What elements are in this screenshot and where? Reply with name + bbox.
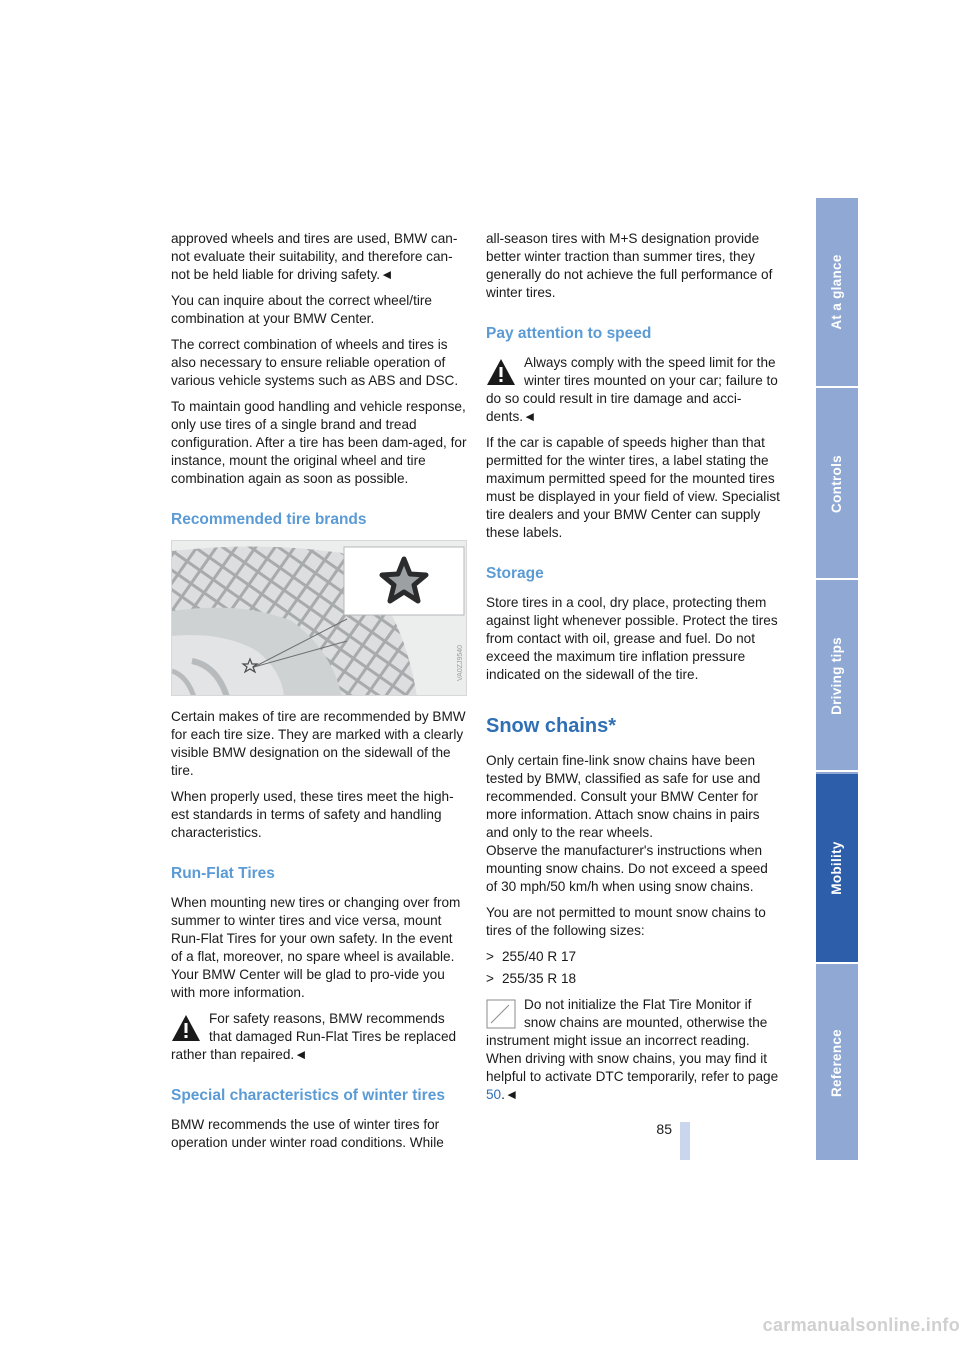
heading-winter-tires: Special characteristics of winter tires xyxy=(171,1087,445,1104)
tab-driving-tips[interactable]: Driving tips xyxy=(816,582,858,772)
note-flat-tire-monitor-text: Do not initialize the Flat Tire Monitor if snow chains are mounted, otherwise the instrument might issue an incorrect reading. When driving with snow chains, you may find it helpful to activate DTC temporarily, refer to page xyxy=(486,997,779,1084)
paragraph-wheel-approval: approved wheels and tires are used, BMW can-not evaluate their suitability, and therefore can-not be held liable for driving safety.◄ xyxy=(171,231,458,282)
list-item xyxy=(486,970,782,988)
paragraph-speed-label: If the car is capable of speeds higher than that permitted for the winter tires, a label stating the maximum permitted speed for the mounted tires must be displayed in your field of view. Specialist tire dealers and your BMW Center can supply these labels. xyxy=(486,435,780,540)
paragraph-all-season: all-season tires with M+S designation provide better winter traction than summer tires, they generally do not achieve the full performance of winter tires. xyxy=(486,231,773,300)
paragraph-run-flat: When mounting new tires or changing over from summer to winter tires and vice versa, mount Run-Flat Tires for your own safety. In the event of a flat, moreover, no spare wheel is available. Your BMW Center will be glad to pro-vide you with more information. xyxy=(171,895,461,1000)
figure-code: VA0ZJ9540 xyxy=(457,644,464,681)
paragraph-correct-combination: The correct combination of wheels and tires is also necessary to ensure reliable operation of various vehicle systems such as ABS and DSC. xyxy=(171,337,459,388)
paragraph-inquire-center: You can inquire about the correct wheel/tire combination at your BMW Center. xyxy=(171,293,432,326)
warning-triangle-icon xyxy=(171,1013,201,1043)
warning-speed-limit-text: Always comply with the speed limit for the winter tires mounted on your car; failure to do so could result in tire damage and acci-dents.◄ xyxy=(486,355,778,424)
tab-reference[interactable]: Reference xyxy=(829,1029,844,1097)
page-number: 85 xyxy=(656,1121,672,1137)
warning-run-flat xyxy=(171,1010,467,1064)
tab-mobility[interactable]: Mobility xyxy=(816,774,858,964)
paragraph-winter-tires: BMW recommends the use of winter tires for operation under winter road conditions. While xyxy=(171,1117,444,1150)
paragraph-fine-link-chains: Only certain fine-link snow chains have been tested by BMW, classified as safe for use and recommended. Consult your BMW Center for more information. Attach snow chains in pairs and only to the rear wheels. xyxy=(486,753,761,840)
list-bullet: > xyxy=(486,971,494,986)
paragraph-manufacturer-instructions: Observe the manufacturer's instructions when mounting snow chains. Do not exceed a speed of 30 mph/50 km/h when using snow chains. xyxy=(486,843,768,894)
warning-speed-limit xyxy=(486,354,782,426)
left-column xyxy=(171,230,467,1160)
tire-size: 255/35 R 18 xyxy=(502,971,577,986)
note-flat-tire-monitor xyxy=(486,996,782,1104)
paragraph-storage: Store tires in a cool, dry place, protecting them against light whenever possible. Protect the tires from contact with oil, grease and fuel. Do not exceed the maximum tire inflation pressure indicated on the sidewall of the tire. xyxy=(486,595,778,682)
tab-controls[interactable]: Controls xyxy=(816,390,858,580)
watermark: carmanualsonline.info xyxy=(762,1315,960,1335)
heading-run-flat-tires: Run-Flat Tires xyxy=(171,865,275,882)
note-end-marker: .◄ xyxy=(501,1087,519,1102)
heading-storage: Storage xyxy=(486,565,544,582)
page-marker xyxy=(680,1122,690,1160)
list-item xyxy=(486,948,782,966)
heading-snow-chains: Snow chains* xyxy=(486,715,617,737)
tire-illustration xyxy=(172,541,467,696)
note-icon xyxy=(486,999,516,1029)
paragraph-not-permitted: You are not permitted to mount snow chains to tires of the following sizes: xyxy=(486,905,766,938)
tire-size: 255/40 R 17 xyxy=(502,949,577,964)
paragraph-handling: To maintain good handling and vehicle response, only use tires of a single brand and tread configuration. After a tire has been dam-aged, for instance, mount the original wheel and tire combination again as soon as possible. xyxy=(171,399,467,486)
warning-run-flat-text: For safety reasons, BMW recommends that damaged Run-Flat Tires be replaced rather than repaired.◄ xyxy=(171,1011,457,1062)
page-reference-link[interactable]: 50 xyxy=(486,1087,502,1102)
paragraph-high-standards: When properly used, these tires meet the high-est standards in terms of safety and handling characteristics. xyxy=(171,789,454,840)
warning-triangle-icon xyxy=(486,357,516,387)
heading-recommended-tire-brands: Recommended tire brands xyxy=(171,511,367,528)
tire-star-marking-figure xyxy=(171,540,467,696)
heading-pay-attention-speed: Pay attention to speed xyxy=(486,325,652,342)
tab-at-a-glance[interactable]: At a glance xyxy=(816,198,858,388)
paragraph-certain-makes: Certain makes of tire are recommended by BMW for each tire size. They are marked with a clearly visible BMW designation on the sidewall of the tire. xyxy=(171,709,466,778)
list-bullet: > xyxy=(486,949,494,964)
right-column xyxy=(486,230,782,1112)
